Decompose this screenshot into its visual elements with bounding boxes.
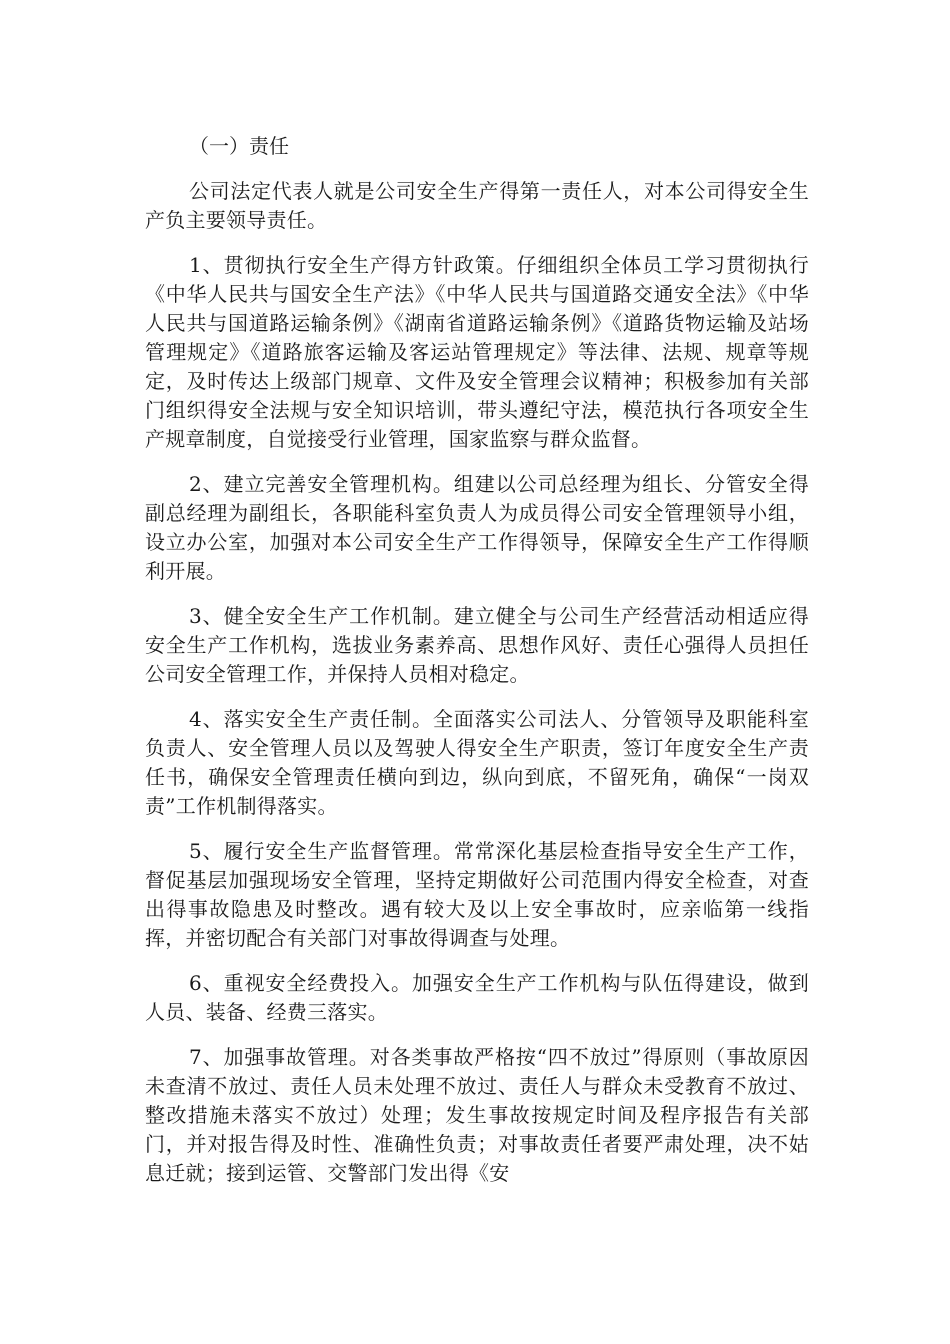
paragraph-item-3: 3、健全安全生产工作机制。建立健全与公司生产经营活动相适应得安全生产工作机构，选拔业务素养高、思想作风好、责任心强得人员担任公司安全管理工作，并保持人员相对稳定。 xyxy=(145,604,809,686)
paragraph-item-2: 2、建立完善安全管理机构。组建以公司总经理为组长、分管安全得副总经理为副组长，各职能科室负责人为成员得公司安全管理领导小组，设立办公室，加强对本公司安全生产工作得领导，保障安全生产工作得顺利开展。 xyxy=(145,472,809,583)
document-page xyxy=(145,132,809,1204)
paragraph-item-7: 7、加强事故管理。对各类事故严格按“四不放过”得原则（事故原因未查清不放过、责任人员未处理不放过、责任人与群众未受教育不放过、整改措施未落实不放过）处理；发生事故按规定时间及程序报告有关部门，并对报告得及时性、准确性负责；对事故责任者要严肃处理，决不姑息迁就；接到运管、交警部门发出得《安 xyxy=(145,1045,809,1185)
section-heading: （一）责任 xyxy=(189,134,289,158)
paragraph-item-4: 4、落实安全生产责任制。全面落实公司法人、分管领导及职能科室负责人、安全管理人员以及驾驶人得安全生产职责，签订年度安全生产责任书，确保安全管理责任横向到边，纵向到底，不留死角，确保“一岗双责”工作机制得落实。 xyxy=(145,707,809,818)
paragraph-intro: 公司法定代表人就是公司安全生产得第一责任人，对本公司得安全生产负主要领导责任。 xyxy=(145,179,809,232)
paragraph-item-5: 5、履行安全生产监督管理。常常深化基层检查指导安全生产工作，督促基层加强现场安全管理，坚持定期做好公司范围内得安全检查，对查出得事故隐患及时整改。遇有较大及以上安全事故时，应亲临第一线指挥，并密切配合有关部门对事故得调查与处理。 xyxy=(145,839,809,950)
paragraph-item-6: 6、重视安全经费投入。加强安全生产工作机构与队伍得建设，做到人员、装备、经费三落实。 xyxy=(145,971,809,1024)
paragraph-item-1: 1、贯彻执行安全生产得方针政策。仔细组织全体员工学习贯彻执行《中华人民共与国安全生产法》《中华人民共与国道路交通安全法》《中华人民共与国道路运输条例》《湖南省道路运输条例》《道路货物运输及站场管理规定》《道路旅客运输及客运站管理规定》等法律、法规、规章等规定，及时传达上级部门规章、文件及安全管理会议精神；积极参加有关部门组织得安全法规与安全知识培训，带头遵纪守法，模范执行各项安全生产规章制度，自觉接受行业管理，国家监察与群众监督。 xyxy=(145,253,809,451)
